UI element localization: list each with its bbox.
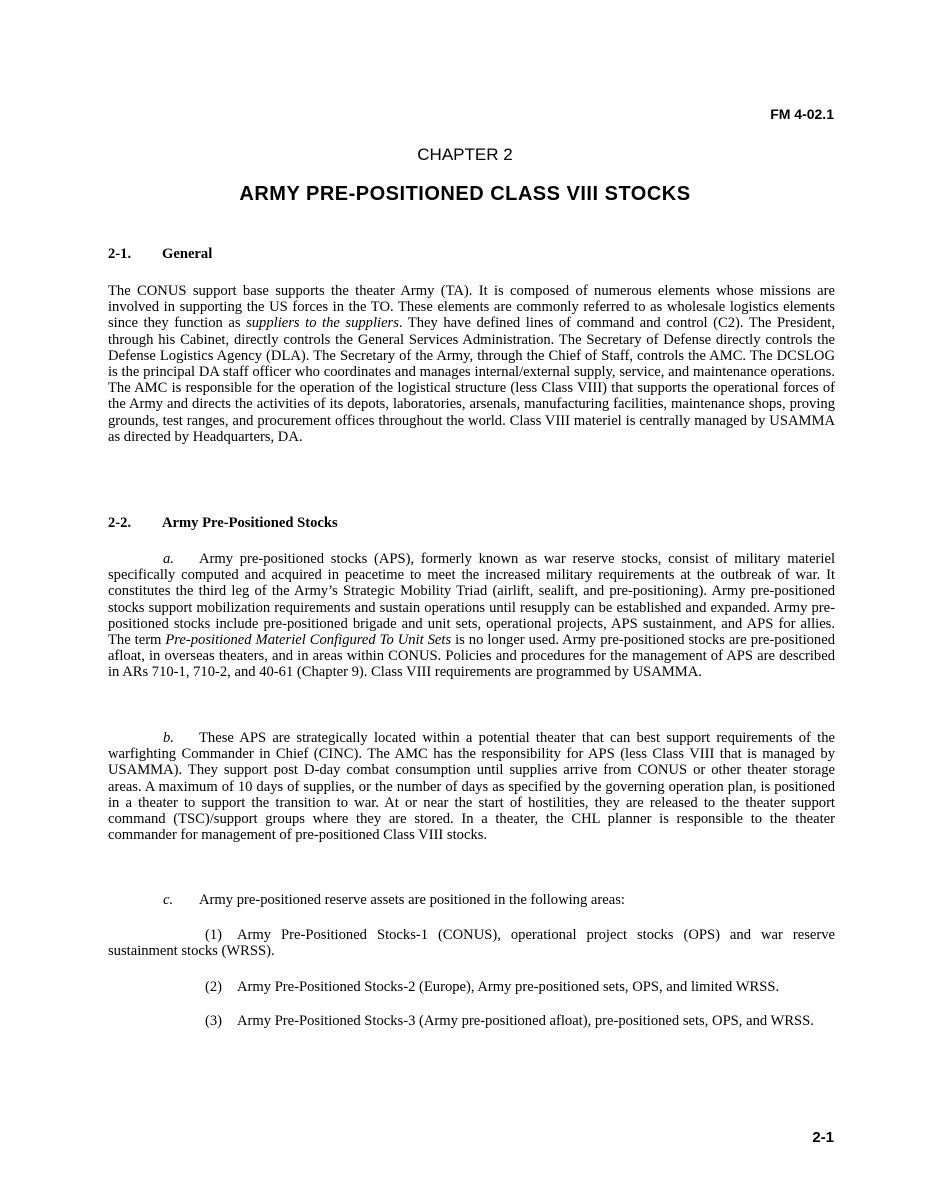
list-item bbox=[108, 927, 835, 959]
item-text: Army Pre-Positioned Stocks-3 (Army pre-positioned afloat), pre-positioned sets, OPS, and WRSS. bbox=[237, 1013, 814, 1029]
paragraph-label: a. bbox=[163, 551, 174, 567]
paragraph-text: . They have defined lines of command and control (C2). The President, through his Cabinet, directly controls the General Services Administration. The Secretary of Defense directly controls the Defense Logistics Agency (DLA). The Secretary of the Army, through the Chief of Staff, controls the AMC. The DCSLOG is the principal DA staff officer who coordinates and manages internal/external supply, service, and maintenance operations. The AMC is responsible for the operation of the logistical structure (less Class VIII) that supports the operational forces of the Army and directs the activities of its depots, laboratories, arsenals, manufacturing facilities, maintenance shops, proving grounds, test ranges, and procurement offices throughout the world. Class VIII materiel is centrally managed by USAMMA as directed by Headquarters, DA. bbox=[108, 315, 836, 445]
paragraph-text: These APS are strategically located within a potential theater that can best support requirements of the warfighting Commander in Chief (CINC). The AMC has the responsibility for APS (less Class VIII that is managed by USAMMA). They support post D-day combat consumption until supplies arrive from CONUS or other theater storage areas. A maximum of 10 days of supplies, or the number of days as specified by the governing operation plan, is positioned in a theater to support the transition to war. At or near the start of hostilities, they are released to the theater support command (TSC)/support groups where they are stored. In a theater, the CHL planner is responsible to the theater commander for management of pre-positioned Class VIII stocks. bbox=[108, 730, 835, 844]
paragraph-c bbox=[108, 892, 835, 908]
list-item bbox=[108, 979, 835, 995]
section-heading-general bbox=[108, 246, 212, 263]
section-heading-aps bbox=[108, 515, 338, 532]
item-label: (1) bbox=[205, 927, 223, 943]
item-label: (3) bbox=[205, 1013, 223, 1029]
paragraph-text: is no longer used. Army pre-positioned stocks are pre-positioned afloat, in overseas theaters, and in areas within CONUS. Policies and procedures for the management of APS are described in ARs 710-1, 710-2, and 40-61 (Chapter 9). Class VIII requirements are programmed by USAMMA. bbox=[108, 632, 835, 681]
paragraph-text: Army pre-positioned reserve assets are positioned in the following areas: bbox=[199, 892, 625, 908]
item-text: Army Pre-Positioned Stocks-1 (CONUS), operational project stocks (OPS) and war reserve sustainment stocks (WRSS). bbox=[108, 927, 835, 960]
paragraph-text: Army pre-positioned stocks (APS), formerly known as war reserve stocks, consist of military materiel specifically computed and acquired in peacetime to meet the increased military requirements at the outbreak of war. It constitutes the third leg of the Army’s Strategic Mobility Triad (airlift, sealift, and pre-positioning). Army pre-positioned stocks support mobilization requirements and sustain operations until resupply can be established and expanded. Army pre-positioned stocks include pre-positioned brigade and unit sets, operational projects, APS sustainment, and APS for allies. The term bbox=[108, 551, 835, 649]
emphasis-text: suppliers to the suppliers bbox=[246, 315, 399, 332]
paragraph-text: The CONUS support base supports the theater Army (TA). It is composed of numerous elements whose missions are involved in supporting the US forces in the TO. These elements are commonly referred to as wholesale logistics elements since they function as bbox=[108, 283, 835, 332]
page-number: 2-1 bbox=[812, 1129, 834, 1146]
section-number: 2-1. bbox=[108, 246, 132, 262]
document-id-header: FM 4-02.1 bbox=[770, 106, 834, 122]
item-text: Army Pre-Positioned Stocks-2 (Europe), Army pre-positioned sets, OPS, and limited WRSS. bbox=[237, 979, 780, 995]
general-paragraph bbox=[108, 283, 835, 445]
paragraph-label: b. bbox=[163, 730, 174, 746]
item-label: (2) bbox=[205, 979, 223, 995]
section-title: Army Pre-Positioned Stocks bbox=[162, 515, 338, 531]
chapter-label: CHAPTER 2 bbox=[417, 145, 513, 164]
chapter-title: ARMY PRE-POSITIONED CLASS VIII STOCKS bbox=[239, 183, 691, 205]
section-number: 2-2. bbox=[108, 515, 132, 531]
paragraph-b bbox=[108, 730, 835, 843]
paragraph-label: c. bbox=[163, 892, 174, 908]
list-item bbox=[108, 1013, 835, 1029]
emphasis-text: Pre-positioned Materiel Configured To Unit Sets bbox=[165, 632, 452, 649]
section-title: General bbox=[162, 246, 213, 262]
paragraph-a bbox=[108, 551, 835, 681]
